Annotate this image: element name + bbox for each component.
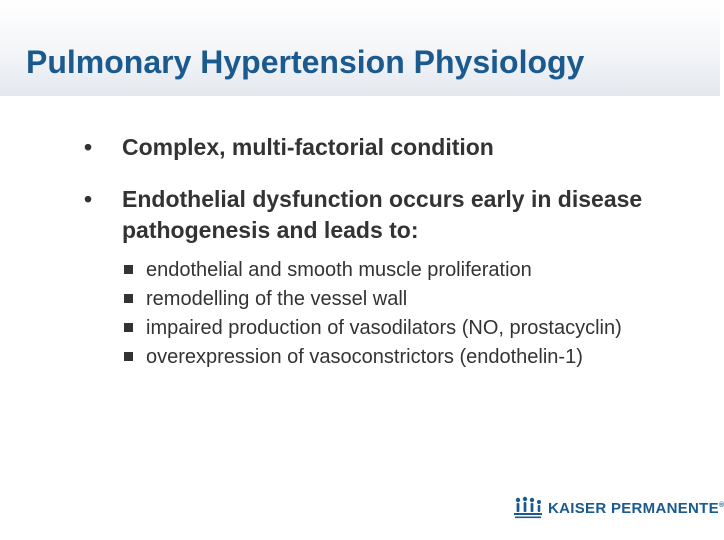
bullet-dot: • [84,186,93,212]
registered-mark: ® [718,501,724,509]
subbullet-text: endothelial and smooth muscle proliferation [146,259,532,281]
square-bullet-icon [124,352,133,361]
slide-title: Pulmonary Hypertension Physiology [26,44,585,80]
subbullet-text: impaired production of vasodilators (NO, prostacyclin) [146,317,622,339]
kaiser-permanente-figures-icon [514,496,542,520]
bullet-list [84,132,684,393]
subbullet-item [146,314,684,343]
square-bullet-icon [124,265,133,274]
kaiser-permanente-logo [514,496,724,520]
subbullet-item [146,343,684,372]
subbullet-list [122,256,684,372]
subbullet-text: remodelling of the vessel wall [146,288,408,310]
square-bullet-icon [124,294,133,303]
square-bullet-icon [124,323,133,332]
logo-name: KAISER PERMANENTE [548,499,719,517]
bullet-text: Complex, multi-factorial condition [122,134,494,160]
subbullet-item [146,256,684,285]
subbullet-item [146,285,684,314]
logo-text [548,500,724,517]
subbullet-text: overexpression of vasoconstrictors (endothelin-1) [146,346,583,368]
bullet-item [84,184,684,372]
bullet-dot: • [84,134,93,160]
bullet-item [84,132,684,163]
bullet-text: Endothelial dysfunction occurs early in disease pathogenesis and leads to: [122,186,643,243]
